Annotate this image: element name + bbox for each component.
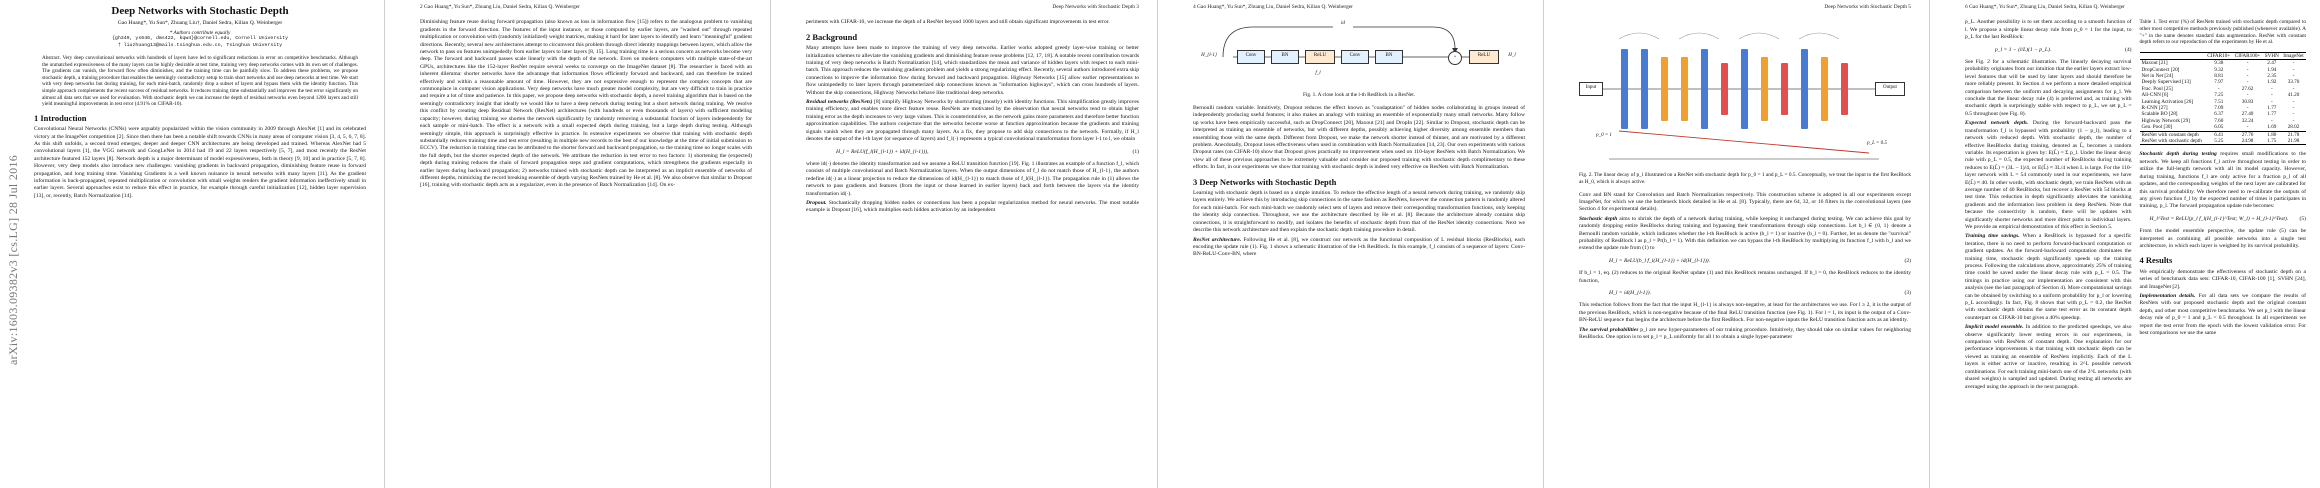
arxiv-stamp: arXiv:1603.09382v3 [cs.LG] 28 Jul 2016 (6, 154, 20, 366)
results-table (2140, 52, 2307, 146)
results-intro-text: We empirically demonstrate the effectiveness of stochastic depth on a series of benchmark data sets: CIFAR-10, CIFAR-100 [1], SVHN [24], and ImageNet [2]. (2139, 268, 2306, 290)
table-cell: - (2246, 105, 2249, 112)
survival-probabilities-text: p_l are new hyper-parameters of our training procedure. Intuitively, they should take on similar values for neighboring ResBlocks. One option is to set p_l = p_L uniformly for all l to obtain a single hyper-parameter (1579, 326, 1912, 341)
table-cell: 27.76 (2233, 131, 2263, 138)
architecture-text: Conv and BN stand for Convolution and Batch Normalization respectively. This construction scheme is adopted in all our experiments except ImageNet, for which we use the bottleneck block detailed in He et al. [8]. Typically, there are 64, 32, or 16 filters in the convolutional layers (see Section 4 for experimental details). (1579, 191, 1911, 213)
table-cell: - (2246, 92, 2249, 99)
resnet-paragraph (806, 99, 1139, 143)
implementation-details-heading: Implementation details. (2139, 292, 2196, 299)
table-cell: - (2246, 66, 2249, 73)
table-cell: 28.02 (2287, 124, 2300, 131)
table-cell: Gen. Pool [30] (2141, 124, 2173, 131)
table-cell: ResNet with stochastic depth (2140, 138, 2206, 145)
resblock-function-label: f_l (1308, 69, 1328, 78)
fig2-block-4 (1681, 57, 1688, 121)
dropout-text: Stochastically dropping hidden nodes or connections has been a popular regularization method for neural networks. The most notable example is Dropout [16], which multiplies each hidden activation by an independent (806, 199, 1139, 214)
results-table-header-method (2140, 52, 2206, 59)
table-row (2140, 60, 2307, 67)
equation-5-text: H_l^Test = ReLU(p_l f_l(H_{l-1}^Test; W_l) + H_{l-1}^Test). (2149, 215, 2289, 222)
resblock-bn1-box: BN (1271, 50, 1299, 64)
results-table-header-imagenet: ImageNet (2281, 52, 2306, 59)
table-cell: 6.37 (2214, 111, 2224, 118)
page-1 (0, 0, 385, 488)
equation-1 (836, 149, 1139, 156)
results-table-header-cifar100: CIFAR100+ (2233, 52, 2263, 59)
table-cell: All-CNN [6] (2141, 92, 2169, 99)
equation-2-number: (2) (1904, 257, 1911, 264)
table-cell: - (2292, 85, 2295, 92)
fig2-block-2 (1641, 49, 1648, 129)
table-cell: 1.75 (2263, 138, 2281, 145)
resblock-relu2-box: ReLU (1469, 50, 1499, 64)
implicit-ensemble-paragraph (1965, 324, 2132, 391)
fig2-pl-label: p_L = 0.5 (1857, 139, 1897, 148)
dropout-text-continued: Bernoulli random variable. Intuitively, Dropout reduces the effect known as "coadaptation" of hidden nodes collaborating in groups instead of independently producing useful features; it also makes an analogy with training an ensemble of exponentially many small networks. Many follow up works have been empirically successful, such as DropConnect [20], Maxout [21] and DropIn [22]. Similar to Dropout, stochastic depth can be interpreted as training an ensemble of networks, but with different depths, possibly achieving higher diversity among ensemble members than ensembling those with the same depth. Different from Dropout, we make the network shorter instead of thinner, and are motivated by a different problem. Anecdotally, Dropout loses effectiveness when used in combination with Batch Normalization [14, 23]. Our own experiments with various Dropout rates (on CIFAR-10) show that Dropout gives practically no improvement when used on 110-layer ResNets with Batch Normalization. We view all of these previous approaches to be extremely valuable and consider our proposed training with stochastic depth complimentary to these efforts. In fact, in our experiments we show that training with stochastic depth is indeed very effective on ResNets with Batch Normalization. (1193, 105, 1525, 171)
fig2-p0-label: p_0 = 1 (1589, 131, 1619, 140)
equation-2-text: H_l = ReLU(b_l f_l(H_{l-1}) + id(H_{l-1})). (1609, 257, 1711, 264)
running-header-text: 6 Gao Huang*, Yu Sun*, Zhuang Liu, Daniel Sedra, Kilian Q. Weinberger (1965, 4, 2125, 10)
page-5 (1545, 0, 1930, 488)
table-cell: 2.47 (2267, 60, 2277, 67)
identity-reduction-text: This reduction follows from the fact that the input H_{l-1} is always non-negative, at least for the architectures we use. For l ≥ 2, it is the output of the previous ResBlock, which is non-negative because of the final ReLU transition function (see Fig. 1). For l = 1, its input is the output of a Conv-BN-ReLU sequence that begins the architecture before the first ResBlock. For non-negative inputs the ReLU transition function acts as an identity. (1579, 302, 1911, 324)
table-cell: 32.24 (2241, 117, 2254, 124)
running-header-text: Deep Networks with Stochastic Depth 3 (1052, 4, 1139, 10)
table-row (2140, 124, 2307, 131)
page-4 (1159, 0, 1544, 488)
resnet-heading: Residual networks (ResNets) (806, 99, 873, 106)
page2-body-text: Diminishing feature reuse during forward propagation (also known as loss in information flow [15]) refers to the analogous problem to vanishing gradients in the forward direction. The features of the input instance, or those computed by earlier layers, are "washed out" through repeated multiplication or convolution with (randomly initialized) weight matrices, making it hard for later layers to identify and learn "meaningful" gradient directions. Recently, several new architectures attempt to circumvent this problem through direct identity mappings between layers, which allow the network to pass on features unimpededly from earlier layers to later layers [8, 15]. Long training time is a serious concern as networks become very deep. The forward and backward passes scale linearly with the depth of the network. Even on modern computers with multiple state-of-the-art GPUs, architectures like the 152-layer ResNet require several weeks to converge on the ImageNet dataset [8]. The researcher is faced with an inherent dilemma: shorter networks have the advantage that information flows efficiently forward and backward, and can therefore be trained effectively and within a reasonable amount of time. However, they are not expressive enough to represent the complex concepts that are commonplace in computer vision applications. Very deep networks have much greater model complexity, but are very difficult to train in practice and require a lot of time and patience. In this paper, we propose deep networks with stochastic depth, a novel training algorithm that is based on the seemingly contradictory insight that ideally we would like to have a deep network during testing but a short network during training. We resolve this conflict by creating deep Residual Network (ResNet) architectures (with hundreds or even thousands of layers) with sufficient modeling capacity; however, during training we shorten the network significantly by randomly removing a substantial fraction of layers independently for each sample or mini-batch. The effect is a network with a small expected depth during training, but a large depth during testing. Although seemingly simple, this approach is surprisingly effective in practice. In extensive experiments we observe that training with stochastic depth substantially reduces training time and test error (resulting in multiple new records to the best of our knowledge at the time of initial submission to ECCV). The reduction in training time can be attributed to the shorter forward and backward propagation, so the training time no longer scales with the full depth, but the shorter expected depth of the network. We attribute the reduction in test error to two factors: 1) shortening the (expected) depth during training reduces the chain of forward propagation steps and gradient computations, which strengthens the gradients especially in earlier layers during backward propagation; 2) networks trained with stochastic depth can be interpreted as an implicit ensemble of networks of different depths, mimicking the record breaking ensemble of depth varying ResNets trained by He et al. [8]. We also observe that similar to Dropout [16], training with stochastic depth acts as a regularizer, even in the presence of Batch Normalization [14]. On ex- (420, 19, 752, 189)
equation-4-number: (4) (2124, 46, 2132, 53)
resnet-architecture-text: Following He et al. [8], we construct our network as the functional composition of L residual blocks (ResBlocks), each encoding the update rule (1). Fig. 1 shows a schematic illustration of the l-th ResBlock. In this example, f_l consists of a sequence of layers: Conv-BN-ReLU-Conv-BN, where (1193, 236, 1525, 258)
table-cell: 7.97 (2214, 79, 2224, 86)
table-row (2140, 131, 2307, 138)
implementation-details-text: For all data sets we compare the results of ResNets with our proposed stochastic depth and the original constant depth, and other most competitive benchmarks. We set p_l with the linear decay rule of p_0 = 1 and p_L = 0.5 throughout. In all experiments we report the test error from the epoch with the lowest validation error. For best comparisons we use the same (2139, 292, 2306, 336)
table-cell: 1.92 (2267, 79, 2277, 86)
table-cell: 7.25 (2214, 92, 2224, 99)
fig2-block-9 (1781, 63, 1788, 115)
table-cell: - (2270, 98, 2273, 105)
resblock-identity-label: id (1333, 19, 1353, 28)
equation-3 (1609, 290, 1911, 297)
figure-2-linear-decay (1579, 19, 1911, 169)
table-cell: 6.05 (2214, 124, 2224, 131)
figure-1-resblock (1193, 19, 1525, 89)
results-table-header-cifar10: CIFAR10+ (2205, 52, 2232, 59)
table-cell: 9.32 (2214, 66, 2224, 73)
table-cell: - (2292, 66, 2295, 73)
figure-1-caption: Fig. 1. A close look at the l-th ResBlock in a ResNet. (1302, 92, 1416, 99)
table-cell: - (2292, 111, 2295, 118)
fig2-block-3 (1661, 57, 1668, 121)
fig2-output-box: Output (1875, 82, 1905, 96)
section-background-heading: 2 Background (806, 31, 858, 42)
resblock-output-box: H_l (1503, 51, 1521, 61)
table-cell: Scalable BO [28] (2141, 111, 2178, 118)
page-6 (1931, 0, 2320, 488)
equation-1-number: (1) (1132, 148, 1139, 155)
table-cell: - (2246, 73, 2249, 79)
table-cell: DropConnect [20] (2141, 66, 2180, 73)
fig2-input-box: Input (1579, 82, 1603, 96)
resblock-bn2-box: BN (1375, 50, 1403, 64)
resnet-text-continued: where id(·) denotes the identity transformation and we assume a ReLU transition function [19]. Fig. 1 illustrates an example of a function f_l, which consists of multiple convolutional and Batch Normalization layers. When the output dimensions of f_l do not match those of H_{l-1}, the authors redefine id(·) as a linear projection to reduce the dimensions of id(H_{l-1}) to match those of f_l(H_{l-1}). The propagation rule in (1) allows the network to pass gradients and features (from the input or those learned in earlier layers) back and forth between the layers via the identity transformation id(·). (806, 160, 1139, 197)
equation-3-text: H_l = id(H_{l-1}). (1609, 290, 1651, 297)
linear-decay-text: p_L. Another possibility is to set them according to a smooth function of l. We propose a simple linear decay rule from p_0 = 1 for the input, to p_L for the last ResBlock: (1965, 19, 2132, 41)
paper-authors: Gao Huang*, Yu Sun*, Zhuang Liu†, Daniel Sedra, Kilian Q. Weinberger (117, 20, 283, 27)
stochastic-testing-heading: Stochastic depth during testing (2139, 151, 2217, 158)
table-cell: 1.94 (2267, 66, 2277, 73)
table-cell: Highway Network [29] (2141, 117, 2190, 124)
author-emails-tsinghua: † liuzhuang13@mails.tsinghua.edu.cn, Tsinghua University (117, 42, 283, 48)
table-cell: 27.62 (2241, 85, 2254, 92)
resblock-conv2-box: Conv (1341, 50, 1369, 64)
running-header-text: Deep Networks with Stochastic Depth 5 (1824, 4, 1911, 10)
dropout-paragraph (806, 200, 1139, 215)
resblock-relu1-box: ReLU (1305, 50, 1335, 64)
table-cell: 21.98 (2281, 138, 2306, 145)
table-cell: - (2292, 117, 2295, 124)
equation-1-text: H_l = ReLU(f_l(H_{l-1}) + id(H_{l-1})), (836, 148, 929, 155)
expected-depth-text: During the forward-backward pass the transformation f_l is bypassed with probability (1 − p_l), leading to a network with reduced depth. With stochastic depth, the number of effective ResBlocks during training, denoted as L̃, becomes a random variable. Its expectation is given by: E(L̃) = Σ p_l. Under the linear decay rule with p_L = 0.5, the expected number of ResBlocks during training reduces to E(L̃) = (3L − 1)/4, or E(L̃) ≈ 3L/4 when L is large. For the 110-layer network with L = 54 commonly used in our experiments, we have E(L̃) ≈ 40. In other words, with stochastic depth, we train ResNets with an average number of 40 ResBlocks, but recover a ResNet with 54 blocks at test time. This reduction in depth significantly alleviates the vanishing gradients and the information loss problem in deep ResNets. Note that because the connectivity is random, there will be updates with significantly shorter networks and more direct paths to individual layers. We provide an empirical demonstration of this effect in Section 5. (1965, 120, 2132, 230)
resblock-input-box: H_{l-1} (1197, 51, 1221, 61)
implicit-ensemble-text: In addition to the predicted speedups, we also observe significantly lower testing errors in our experiments, in comparison with ResNets of constant depth. One explanation for our performance improvements is that training with stochastic depth can be viewed as training an ensemble of ResNets implicitly. Each of the L layers is either active or inactive, resulting in 2^L possible network combinations. For each training mini-batch one of the 2^L networks (with shared weights) is sampled and updated. During testing all networks are averaged using the approach in the next paragraph. (1965, 324, 2132, 390)
training-time-paragraph (1965, 233, 2132, 322)
table-cell: - (2292, 105, 2295, 112)
equation-4 (1995, 47, 2132, 54)
table-cell: 9.38 (2214, 60, 2224, 67)
survival-probabilities-paragraph (1579, 327, 1911, 342)
stochastic-depth-body: aims to shrink the depth of a network during training, while keeping it unchanged during testing. We can achieve this goal by randomly dropping entire ResBlocks during training and bypassing their transformations through skip connections. Let b_l ∈ {0, 1} denote a Bernoulli random variable, which indicates whether the l-th ResBlock is active (b_l = 1) or inactive (b_l = 0). Further, let us denote the "survival" probability of ResBlock l as p_l = Pr(b_l = 1). With this definition we can bypass the l-th ResBlock by multiplying its function f_l with b_l and we extend the update rule from (1) to (1579, 215, 1911, 252)
dropout-heading: Dropout. (806, 199, 827, 206)
results-table-header-svhn: SVHN (2263, 52, 2281, 59)
table-cell: 1.77 (2267, 111, 2277, 118)
stochastic-depth-heading: Stochastic depth (1579, 215, 1618, 222)
table-cell: 33.70 (2287, 79, 2300, 86)
table-cell: - (2246, 79, 2249, 86)
page3-intro-text: periments with CIFAR-10, we increase the depth of a ResNet beyond 1000 layers and still obtain significant improvements in test error. (806, 19, 1110, 26)
expected-depth-paragraph (1965, 120, 2132, 231)
fig2-block-6 (1721, 63, 1728, 115)
stochastic-depth-paragraph (1579, 216, 1911, 253)
equation-5-number: (5) (2299, 215, 2306, 222)
table-cell: Net in Net [24] (2141, 73, 2174, 79)
fig2-block-1 (1621, 49, 1628, 129)
stochastic-testing-text: requires small modifications to the network. We keep all functions f_l active throughout testing in order to utilize the full-length network with all its model capacity. However, during training, functions f_l are only active for a fraction p_l of all updates, and the corresponding weights of the next layer are calibrated for this survival probability. We therefore need to re-calibrate the outputs of any given function f_l by the expected number of times it participates in training, p_l. The forward propagation update rule becomes: (2139, 151, 2306, 210)
table-cell: 7.60 (2214, 117, 2224, 124)
table-cell: Learning Activation [26] (2141, 98, 2194, 105)
table-cell: 41.20 (2287, 92, 2300, 99)
table-cell: - (2246, 124, 2249, 131)
fig2-block-10 (1801, 49, 1808, 129)
ensemble-perspective-text: From the model ensemble perspective, the update rule (5) can be interpreted as combining all possible networks into a single test architecture, in which each layer is weighted by its survival probability. (2139, 228, 2306, 249)
figure-2-caption: Fig. 2. The linear decay of p_l illustrated on a ResNet with stochastic depth for p_0 = 1 and p_L = 0.5. Conceptually, we treat the input to the first ResBlock as H_0, which is always active. (1579, 172, 1911, 185)
table-cell: 7.51 (2214, 98, 2224, 105)
resblock-plus-node: + (1448, 51, 1462, 65)
fig2-block-5 (1701, 49, 1708, 129)
section-introduction-heading: 1 Introduction (34, 112, 87, 123)
table-cell: Deeply Supervised [13] (2141, 79, 2191, 86)
implementation-details-paragraph (2140, 293, 2307, 337)
expected-depth-heading: Expected network depth. (1965, 120, 2029, 127)
table-cell: 27.40 (2241, 111, 2254, 118)
stochastic-testing-paragraph (2140, 151, 2307, 210)
decay-illustration-text: See Fig. 2 for a schematic illustration. The linearly decaying survival probability originates from our intuition that the earlier layers extract low-level features that will be used by later layers and should therefore be more reliably present. In Section 4 we perform a more detailed empirical comparison between the uniform and decaying assignments for p_l. We conclude that the linear decay rule (4) is preferred and, as training with stochastic depth is surprisingly stable with respect to p_L, we set p_L = 0.5 throughout (see Fig. 8). (1965, 59, 2132, 117)
table-cell: 24.98 (2233, 138, 2263, 145)
fig2-block-8 (1761, 57, 1768, 121)
table-cell: - (2270, 92, 2273, 99)
running-header-text: 4 Gao Huang*, Yu Sun*, Zhuang Liu, Daniel Sedra, Kilian Q. Weinberger (1193, 4, 1353, 10)
page-3 (772, 0, 1158, 488)
table-cell: 6.41 (2205, 131, 2232, 138)
section-results-heading: 4 Results (2139, 255, 2173, 266)
fig2-block-11 (1821, 57, 1828, 121)
paper-title: Deep Networks with Stochastic Depth (111, 5, 289, 17)
table-cell: 1.80 (2263, 131, 2281, 138)
table-cell: - (2292, 73, 2295, 79)
introduction-text: Convolutional Neural Networks (CNNs) were arguably popularized within the vision community in 2009 through AlexNet [1] and its celebrated victory at the ImageNet competition [2]. Since then there has been a notable shift towards CNNs in many areas of computer vision [3, 4, 5, 6, 7, 8]. As this shift unfolds, a second trend emerges; deeper and deeper CNN architectures are being developed and trained. Whereas AlexNet had 5 convolutional layers [1], the VGG network and GoogLeNet in 2014 had 19 and 22 layers respectively [5, 7], and most recently the ResNet architecture featured 152 layers [8]. Network depth is a major determinant of model expressiveness, both in theory [9, 10] and in practice [5, 7, 8]. However, very deep models also introduce new challenges: vanishing gradients in backward propagation, diminishing feature reuse in forward propagation, and long training time. Vanishing Gradients is a well known nuisance in neural networks with many layers [11]. As the gradient information is back-propagated, repeated multiplication or convolution with small weights renders the gradient information ineffectively small in earlier layers. Several approaches exist to reduce this effect in practice, for example through careful initialization [12], hidden layer supervision [13], or, recently, Batch Normalization [14]. (34, 126, 366, 199)
table-cell: 21.78 (2281, 131, 2306, 138)
table-cell: - (2246, 60, 2249, 67)
fig2-block-7 (1741, 49, 1748, 129)
table-cell: Maxout [21] (2141, 60, 2168, 67)
table-cell: - (2217, 85, 2220, 92)
background-text: Many attempts have been made to improve the training of very deep networks. Earlier works adopted greedy layer-wise training or better initialization schemes to alleviate the vanishing gradients and diminishing feature reuse problems [12, 17, 18]. A notable recent contribution towards training of very deep networks is Batch Normalization [14], which standardizes the mean and variance of hidden layers with respect to each mini-batch. This approach reduces the vanishing gradients problem and yields a strong regularizing effect. Recently, several authors introduced extra skip connections to improve the information flow during forward and backward propagation. Highway Networks [15] allow earlier representations to flow unimpededly to later layers through parameterized skip connections known as "information highways", which can cross hundreds of layers. Without the skip connections, Highway Networks behave like traditional deep networks. (806, 45, 1139, 96)
results-table-header-row (2140, 52, 2307, 59)
table-row (2140, 138, 2307, 145)
table-cell: ResNet with constant depth (2140, 131, 2206, 138)
running-header (806, 4, 1139, 11)
equation-2 (1609, 258, 1911, 265)
resnet-architecture-paragraph (1193, 237, 1525, 259)
fig2-block-12 (1841, 63, 1848, 115)
table-cell: 5.25 (2205, 138, 2232, 145)
table-cell: Frac. Pool [25] (2141, 85, 2173, 92)
page-2 (386, 0, 771, 488)
running-header (1579, 4, 1911, 11)
table-cell: - (2270, 85, 2273, 92)
table-cell: - (2292, 60, 2295, 67)
section-stochastic-depth-heading: 3 Deep Networks with Stochastic Depth (1193, 176, 1337, 187)
resnet-text: [8] simplify Highway Networks by shortcutting (mostly) with identity functions. This simplification greatly improves training efficiency, and enables more direct feature reuse. ResNets are motivated by the observation that neural networks tend to obtain higher training error as the depth increases to very large values. This is counterintuitive, as the network gains more parameters and therefore better function approximation capabilities. The authors conjecture that the networks become worse at function approximation because the gradients and training signals vanish when they are propagated through many layers. As a fix, they propose to add skip connections to the network. Formally, if H_l denotes the output of the l-th layer (or sequence of layers) and f_l(·) represents a typical convolutional transformation from layer l-1 to l, we obtain (806, 99, 1139, 143)
table-cell: 1.77 (2267, 105, 2277, 112)
survival-probabilities-heading: The survival probabilities (1579, 326, 1639, 333)
table-cell: - (2292, 98, 2295, 105)
table-cell: 1.69 (2267, 124, 2277, 131)
table-cell: 7.09 (2214, 105, 2224, 112)
running-header (420, 4, 752, 11)
training-time-heading: Training time savings. (1965, 233, 2020, 240)
training-time-text: When a ResBlock is bypassed for a specific iteration, there is no need to perform forward-backward computation or gradient updates. As the forward-backward computation dominates the training time, stochastic depth significantly speeds up the training process. Following the calculations above, approximately 25% of training time could be saved under the linear decay rule with p_L = 0.5. The timings in practice using our implementation are consistent with this analysis (see the last paragraph of Section 4). More computational savings can be obtained by switching to a uniform probability for p_l or lowering p_L accordingly. In fact, Fig. 8 shows that with p_L = 0.2, the ResNet with stochastic depth obtains the same test error as its constant depth counterpart on CIFAR-10 but gives a 40% speedup. (1965, 233, 2132, 321)
table-cell: 30.83 (2241, 98, 2254, 105)
equation-5 (2150, 216, 2307, 223)
running-header-text: 2 Gao Huang*, Yu Sun*, Zhuang Liu, Daniel Sedra, Kilian Q. Weinberger (420, 4, 580, 10)
table-cell: - (2270, 117, 2273, 124)
resnet-architecture-heading: ResNet architecture. (1193, 236, 1242, 243)
implicit-ensemble-heading: Implicit model ensemble. (1965, 324, 2024, 331)
table-cell: 2.35 (2267, 73, 2277, 79)
table-1-caption: Table 1. Test error (%) of ResNets trained with stochastic depth compared to other most competitive methods previously published (whenever available). A "+" in the name denotes standard data augmentation. ResNet with constant depth refers to our reproduction of the experiments by He et al. (2139, 19, 2306, 46)
equation-2-text-after: If b_l = 1, eq. (2) reduces to the original ResNet update (1) and this ResBlock remains unchanged. If b_l = 0, the ResBlock reduces to the identity function, (1579, 270, 1911, 284)
author-emails: {gh349, ys646, dms422, kqw4}@cornell.edu, Cornell University (111, 36, 289, 42)
equal-contribution-note: * Authors contribute equally (169, 29, 231, 36)
running-header (1965, 4, 2306, 11)
equation-4-text: p_l = 1 − (l/L)(1 − p_L). (1995, 46, 2052, 53)
resblock-conv1-box: Conv (1237, 50, 1265, 64)
running-header (1193, 4, 1525, 11)
table-cell: R-CNN [27] (2141, 105, 2168, 112)
table-cell: 8.81 (2214, 73, 2224, 79)
stochastic-depth-text: Learning with stochastic depth is based on a simple intuition. To reduce the effective length of a neural network during training, we randomly skip layers entirely. We achieve this by introducing skip connections in the same fashion as ResNets, however the connection pattern is randomly altered for each mini-batch. For each mini-batch we randomly select sets of layers and remove their corresponding transformation functions, only keeping the identity skip connection. Throughout, we use the architecture described by He et al. [8]. Because the architecture already contains skip connections, it is straightforward to modify, and isolates the benefits of stochastic depth from that of the ResNet identity connections. Next we describe this network architecture and then explain the stochastic depth training procedure in detail. (1193, 190, 1525, 234)
abstract: Abstract. Very deep convolutional networks with hundreds of layers have led to significant reductions in error on competitive benchmarks. Although the unmatched expressiveness of the many layers can be highly desirable at test time, training very deep networks comes with its own set of challenges. The gradients can vanish, the forward flow often diminishes, and the training time can be painfully slow. To address these problems, we propose stochastic depth, a training procedure that enables the seemingly contradictory setup to train short networks and use deep networks at test time. We start with very deep networks but during training, for each mini-batch, randomly drop a subset of layers and bypass them with the identity function. This simple approach complements the recent success of residual networks. It reduces training time substantially and improves the test error significantly on almost all data sets that we used for evaluation. With stochastic depth we can increase the depth of residual networks even beyond 1200 layers and still yield meaningful improvements in test error (4.91% on CIFAR-10). (42, 55, 358, 108)
equation-3-number: (3) (1904, 290, 1911, 297)
